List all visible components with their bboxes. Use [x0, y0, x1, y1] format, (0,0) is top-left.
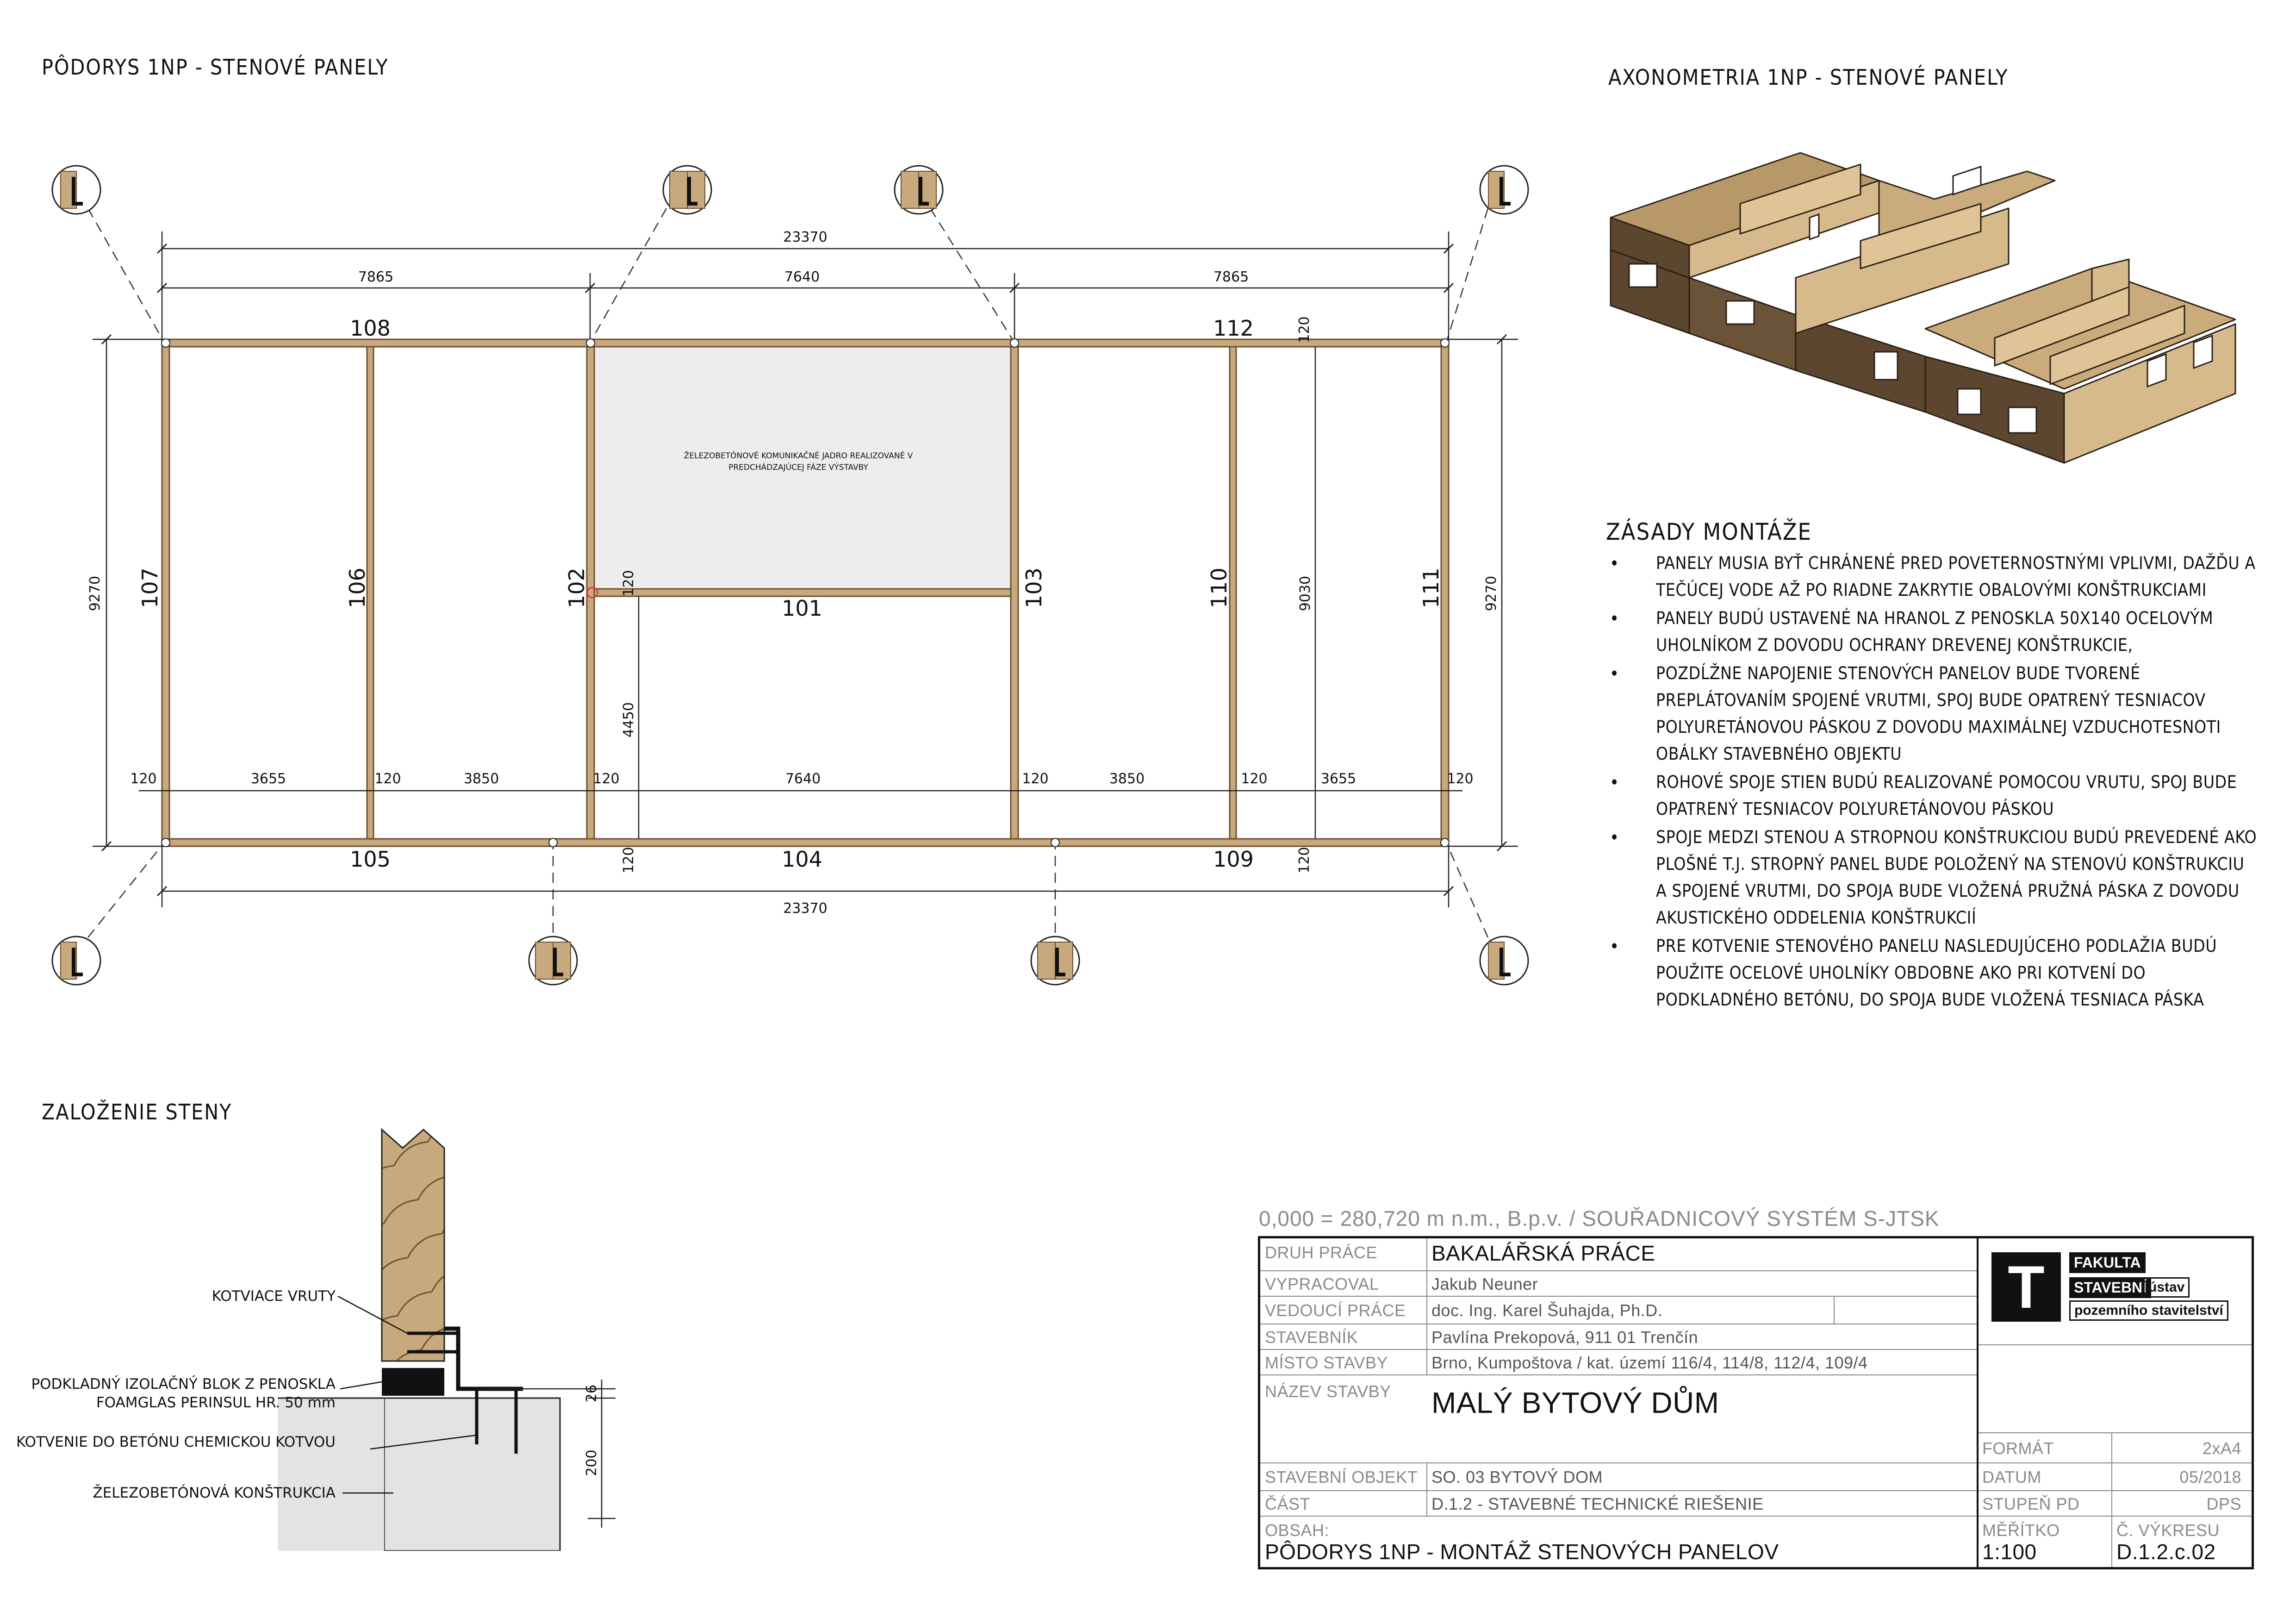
rule-item: • POZDĹŽNE NAPOJENIE STENOVÝCH PANELOV BUDE TVORENÉ PREPLÁTOVANÍM SPOJENÉ VRUTMI, SPOJ BUDE OPATRENÝ TESNIACOV POLYURETÁNOVOU PÁSKOU Z DOVODU MAXIMÁLNEJ VZDUCHOTESNOTI OBÁLKY STAVEBNÉHO OBJEKTU	[1606, 660, 2259, 768]
dim-detail-bottom: 200	[584, 1449, 600, 1476]
panel-label: 109	[1213, 847, 1254, 872]
core-note: PREDCHÁDZAJÚCEJ FÁZE VÝSTAVBY	[728, 463, 868, 472]
panel-label: 105	[350, 847, 391, 872]
datum-value: 05/2018	[2179, 1468, 2241, 1487]
druh-label: DRUH PRÁCE	[1265, 1243, 1378, 1262]
panel-label: 102	[564, 568, 589, 608]
misto-value: Brno, Kumpoštova / kat. území 116/4, 114/8, 112/4, 109/4	[1431, 1353, 1868, 1372]
title-block	[1258, 1236, 2254, 1569]
cislo-label: Č. VÝKRESU	[2116, 1521, 2220, 1540]
logo-department: pozemního stavitelství	[2069, 1300, 2228, 1321]
faculty-logo	[1991, 1252, 2061, 1322]
nazev-value: MALÝ BYTOVÝ DŮM	[1431, 1386, 1719, 1419]
detail-circle	[1031, 937, 1079, 985]
dim-wall: 120	[593, 771, 620, 787]
stupen-label: STUPEŇ PD	[1982, 1494, 2080, 1513]
floor-plan-title: PÔDORYS 1NP - STENOVÉ PANELY	[42, 55, 389, 80]
obsah-value: PÔDORYS 1NP - MONTÁŽ STENOVÝCH PANELOV	[1265, 1540, 1779, 1564]
label-screws: KOTVIACE VRUTY	[212, 1288, 336, 1305]
detail-circle	[1480, 937, 1528, 985]
dim-wall: 120	[1022, 771, 1049, 787]
rules-title: ZÁSADY MONTÁŽE	[1606, 518, 1812, 545]
stupen-value: DPS	[2206, 1494, 2241, 1513]
detail-circle	[52, 937, 100, 985]
dim-seg2: 3850	[463, 771, 499, 787]
detail-circle	[895, 166, 943, 214]
label-block: FOAMGLAS PERINSUL HR. 50 mm	[96, 1394, 336, 1411]
misto-label: MÍSTO STAVBY	[1265, 1353, 1388, 1372]
format-value: 2xA4	[2202, 1439, 2241, 1458]
rule-item: • ROHOVÉ SPOJE STIEN BUDÚ REALIZOVANÉ POMOCOU VRUTU, SPOJ BUDE OPATRENÝ TESNIACOV POLYURETÁNOVOU PÁSKOU	[1606, 769, 2259, 823]
dim-detail-top: 26	[584, 1384, 600, 1403]
panel-label: 104	[782, 847, 822, 872]
detail-circle	[52, 166, 100, 214]
obsah-label: OBSAH:	[1265, 1521, 1330, 1540]
panel-label: 108	[350, 316, 391, 341]
dim-seg4: 3850	[1109, 771, 1145, 787]
ved-value: doc. Ing. Karel Šuhajda, Ph.D.	[1431, 1301, 1663, 1320]
core-note: ŽELEZOBETÓNOVÉ KOMUNIKAČNÉ JADRO REALIZOVANÉ V	[684, 451, 913, 461]
format-label: FORMÁT	[1982, 1439, 2054, 1458]
panel-label: 111	[1419, 568, 1444, 608]
dim-seg1: 3655	[250, 771, 286, 787]
panel-label: 103	[1021, 568, 1046, 608]
label-anchor: KOTVENIE DO BETÓNU CHEMICKOU KOTVOU	[16, 1434, 336, 1450]
panel-label: 112	[1213, 316, 1254, 341]
dim-seg3: 7640	[785, 771, 821, 787]
dim-height-right: 9270	[1483, 575, 1500, 612]
logo-letter: T	[2008, 1253, 2045, 1321]
objekt-value: SO. 03 BYTOVÝ DOM	[1431, 1468, 1603, 1487]
axonometry-title: AXONOMETRIA 1NP - STENOVÉ PANELY	[1608, 65, 2009, 90]
detail-title: ZALOŽENIE STENY	[42, 1099, 232, 1124]
rule-item: • PANELY BUDÚ USTAVENÉ NA HRANOL Z PENOSKLA 50X140 OCELOVÝM UHOLNÍKOM Z DOVODU OCHRANY DREVENEJ KONŠTRUKCIE,	[1606, 605, 2259, 659]
logo-stavebni: STAVEBNÍ	[2069, 1277, 2151, 1298]
label-block: PODKLADNÝ IZOLAČNÝ BLOK Z PENOSKLA	[31, 1376, 336, 1393]
foundation-detail	[0, 1111, 694, 1551]
dim-total-bottom: 23370	[783, 900, 828, 917]
dim-top-mid: 7640	[784, 269, 820, 285]
vyprac-value: Jakub Neuner	[1431, 1274, 1538, 1293]
rule-item: • SPOJE MEDZI STENOU A STROPNOU KONŠTRUKCIOU BUDÚ PREVEDENÉ AKO PLOŠNÉ T.J. STROPNÝ PANEL BUDE POLOŽENÝ NA STENOVÚ KONŠTRUKCIU A SPOJENÉ VRUTMI, DO SPOJA BUDE VLOŽENÁ PRUŽNÁ PÁSKA Z DOVODU AKUSTICKÉHO ODDELENIA KONŠTRUKCIÍ	[1606, 824, 2259, 931]
stavebnik-label: STAVEBNÍK	[1265, 1328, 1358, 1347]
objekt-label: STAVEBNÍ OBJEKT	[1265, 1468, 1418, 1487]
cast-label: ČÁST	[1265, 1494, 1311, 1513]
label-concrete: ŽELEZOBETÓNOVÁ KONŠTRUKCIA	[93, 1485, 336, 1501]
dim-top-right: 7865	[1213, 269, 1249, 285]
druh-value: BAKALÁŘSKÁ PRÁCE	[1431, 1241, 1655, 1265]
dim-wall: 120	[374, 771, 401, 787]
dim-core-height: 4450	[621, 702, 637, 738]
dim-wall: 120	[1447, 771, 1474, 787]
dim-wall: 120	[621, 570, 637, 597]
panel-label: 107	[137, 568, 162, 608]
floor-plan	[0, 0, 1574, 1018]
panel-label: 101	[782, 596, 822, 621]
logo-faculty: FAKULTA	[2069, 1252, 2146, 1273]
axonometry-view	[1601, 139, 2249, 491]
rule-item: • PRE KOTVENIE STENOVÉHO PANELU NASLEDUJÚCEHO PODLAŽIA BUDÚ POUŽITE OCELOVÉ UHOLNÍKY OBDOBNE AKO PRI KOTVENÍ DO PODKLADNÉHO BETÓNU, DO SPOJA BUDE VLOŽENÁ TESNIACA PÁSKA	[1606, 933, 2259, 1013]
datum-note: 0,000 = 280,720 m n.m., B.p.v. / SOUŘADNICOVÝ SYSTÉM S-JTSK	[1259, 1206, 1940, 1230]
logo-ustav: ústav	[2143, 1277, 2190, 1298]
meritko-label: MĚŘÍTKO	[1982, 1521, 2060, 1540]
ved-label: VEDOUCÍ PRÁCE	[1265, 1301, 1406, 1320]
detail-circle	[663, 166, 711, 214]
detail-circle	[529, 937, 577, 985]
dim-total-top: 23370	[783, 229, 828, 245]
dim-top-left: 7865	[358, 269, 394, 285]
dim-inner-height: 9030	[1297, 575, 1313, 612]
detail-circle	[1480, 166, 1528, 214]
datum-label: DATUM	[1982, 1468, 2041, 1487]
dim-seg5: 3655	[1320, 771, 1356, 787]
dim-wall: 120	[1296, 316, 1313, 343]
rule-item: • PANELY MUSIA BYŤ CHRÁNENÉ PRED POVETERNOSTNÝMI VPLIVMI, DAŽĎU A TEČÚCEJ VODE AŽ PO RIADNE ZAKRYTIE OBALOVÝMI KONŠTRUKCIAMI	[1606, 550, 2259, 604]
panel-label: 110	[1207, 568, 1232, 608]
cast-value: D.1.2 - STAVEBNÉ TECHNICKÉ RIEŠENIE	[1431, 1494, 1764, 1513]
panel-label: 106	[345, 568, 370, 608]
dim-height-left: 9270	[87, 575, 103, 612]
dim-wall: 120	[1296, 847, 1313, 874]
stavebnik-value: Pavlína Prekopová, 911 01 Trenčín	[1431, 1328, 1699, 1347]
dim-wall: 120	[621, 847, 637, 874]
dim-wall: 120	[130, 771, 157, 787]
vyprac-label: VYPRACOVAL	[1265, 1274, 1379, 1293]
nazev-label: NÁZEV STAVBY	[1265, 1382, 1391, 1401]
cislo-value: D.1.2.c.02	[2116, 1540, 2216, 1564]
dim-wall: 120	[1241, 771, 1268, 787]
meritko-value: 1:100	[1982, 1540, 2037, 1564]
assembly-rules	[1606, 518, 2259, 1015]
